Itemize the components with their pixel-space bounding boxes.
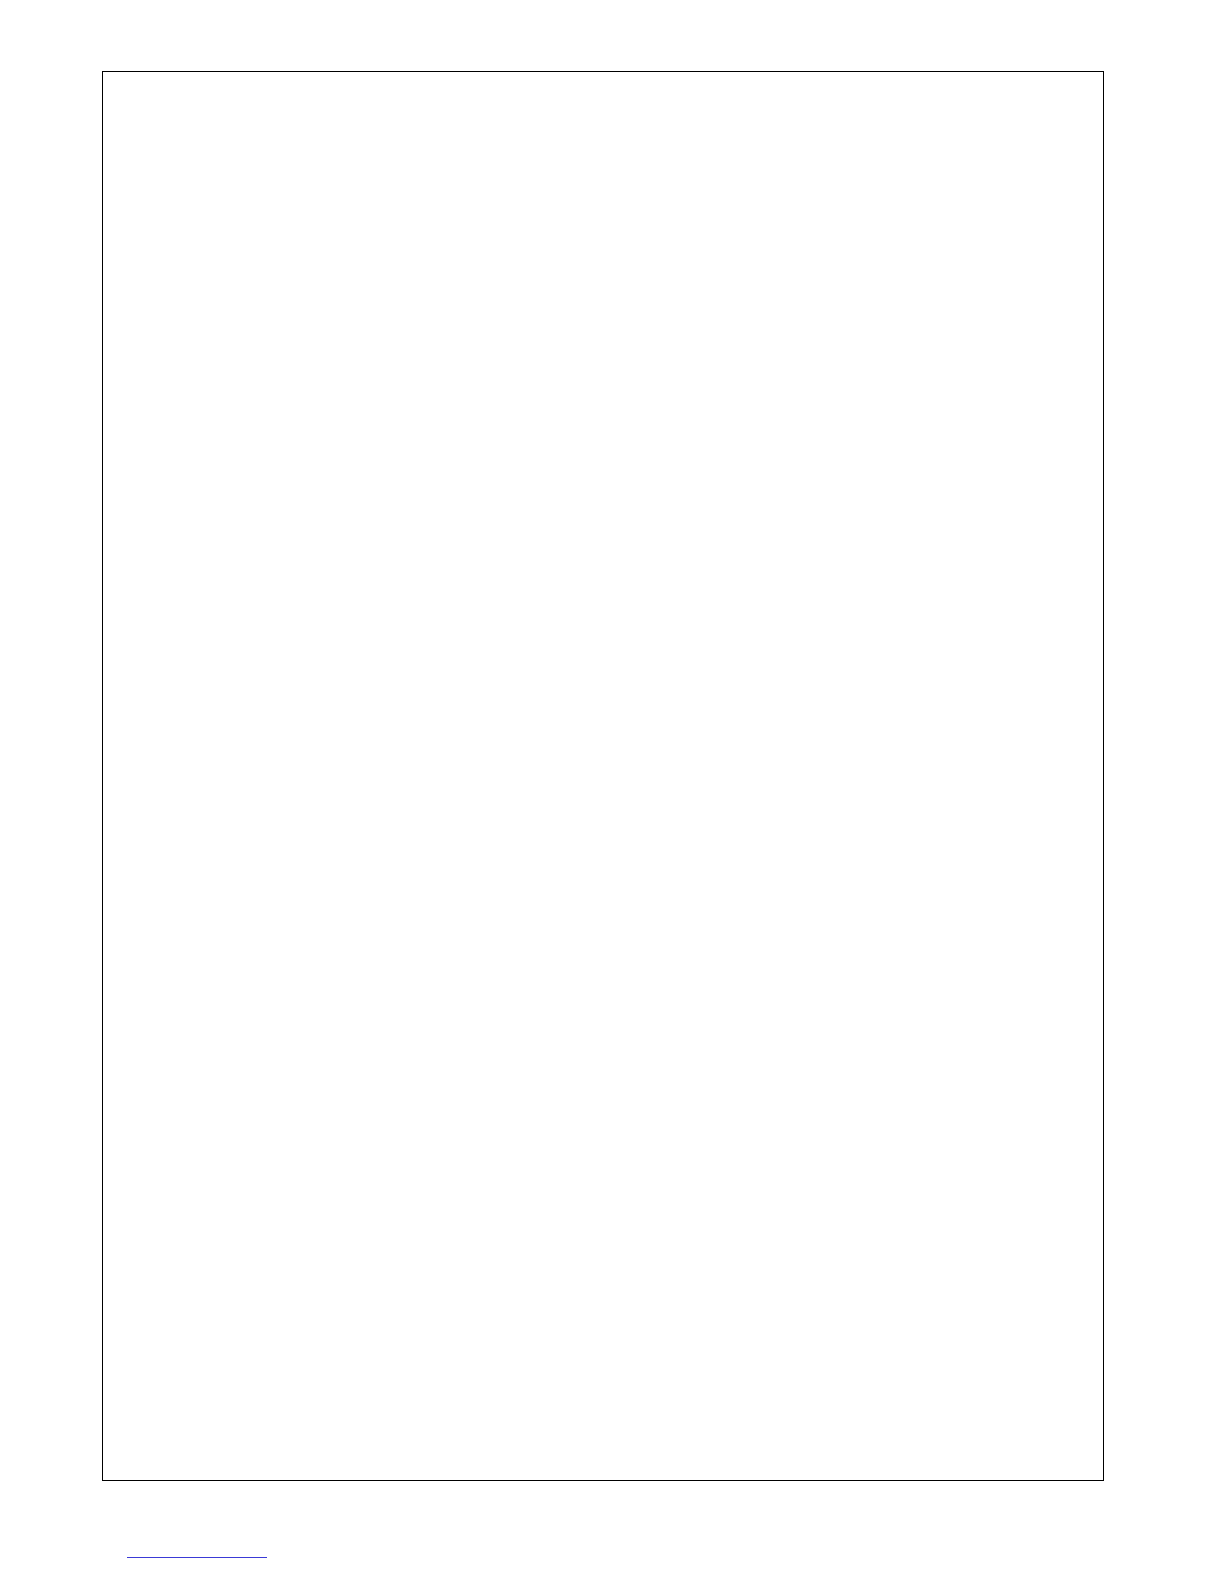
footer-link-underline[interactable] [127, 1557, 267, 1558]
